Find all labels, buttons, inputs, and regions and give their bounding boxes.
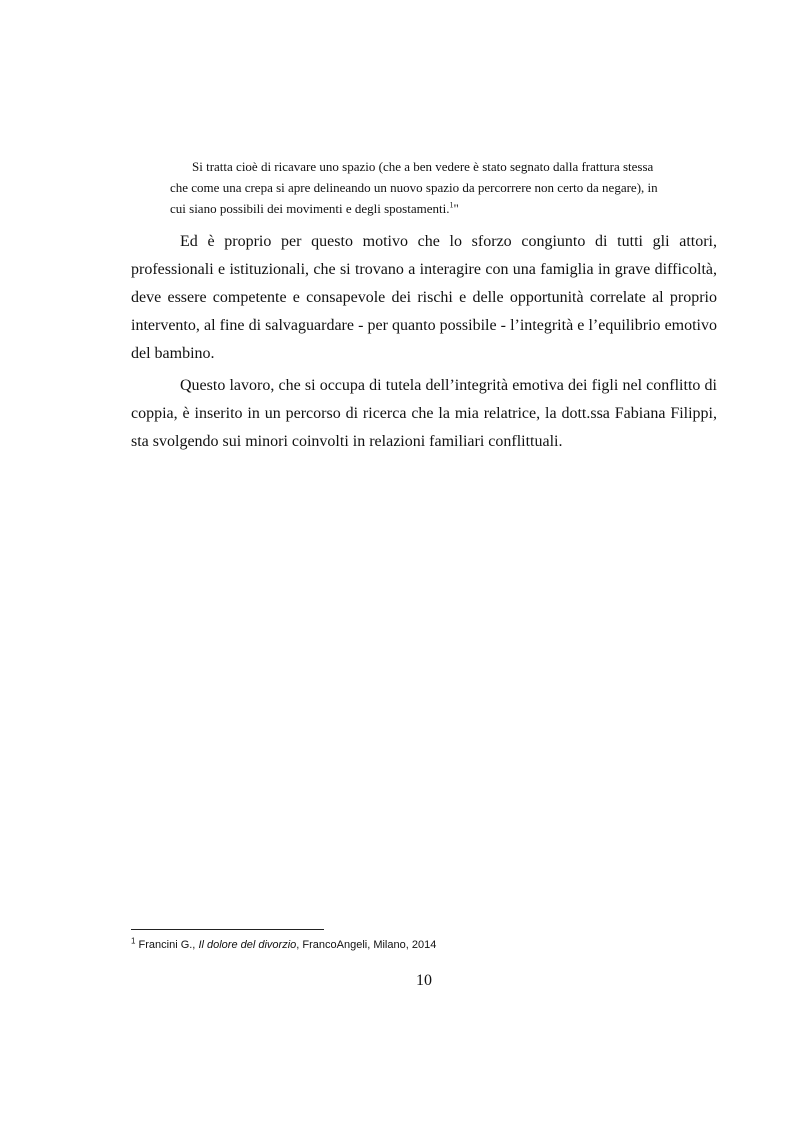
footnote-divider [131, 929, 324, 930]
paragraph-1 [131, 228, 717, 368]
paragraph-line: Questo lavoro, che si occupa di tutela dell’integrità emotiva dei figli nel conflitto di [180, 377, 717, 394]
quote-line-text: cui siano possibili dei movimenti e degli spostamenti. [170, 201, 450, 216]
paragraph-line: Ed è proprio per questo motivo che lo sforzo congiunto di tutti gli attori, [180, 233, 717, 250]
footnote-author: Francini G., [138, 939, 196, 951]
paragraph-line: coppia, è inserito in un percorso di ricerca che la mia relatrice, la dott.ssa Fabiana Filippi, [131, 405, 717, 422]
footnote-number: 1 [131, 936, 136, 946]
paragraph-2 [131, 372, 717, 456]
footnote-title: Il dolore del divorzio [198, 939, 297, 951]
footnote-reference[interactable]: 1 [449, 200, 454, 210]
paragraph-line: sta svolgendo sui minori coinvolti in relazioni familiari conflittuali. [131, 433, 563, 450]
quote-line-last [170, 198, 690, 219]
page-number: 10 [416, 972, 432, 989]
paragraph-line: del bambino. [131, 345, 215, 362]
footnote [131, 937, 436, 953]
paragraph-line: professionali e istituzionali, che si trovano a interagire con una famiglia in grave difficoltà, [131, 261, 717, 278]
paragraph-line: intervento, al fine di salvaguardare - per quanto possibile - l’integrità e l’equilibrio emotivo [131, 317, 717, 334]
quote-line: che come una crepa si apre delineando un nuovo spazio da percorrere non certo da negare), in [170, 180, 658, 195]
quote-line: Si tratta cioè di ricavare uno spazio (che a ben vedere è stato segnato dalla frattura stessa [192, 159, 654, 174]
block-quote [170, 156, 690, 219]
footnote-publisher: , FrancoAngeli, Milano, 2014 [296, 939, 437, 951]
paragraph-line: deve essere competente e consapevole dei rischi e delle opportunità correlate al proprio [131, 289, 717, 306]
closing-quote-mark: " [453, 201, 459, 216]
